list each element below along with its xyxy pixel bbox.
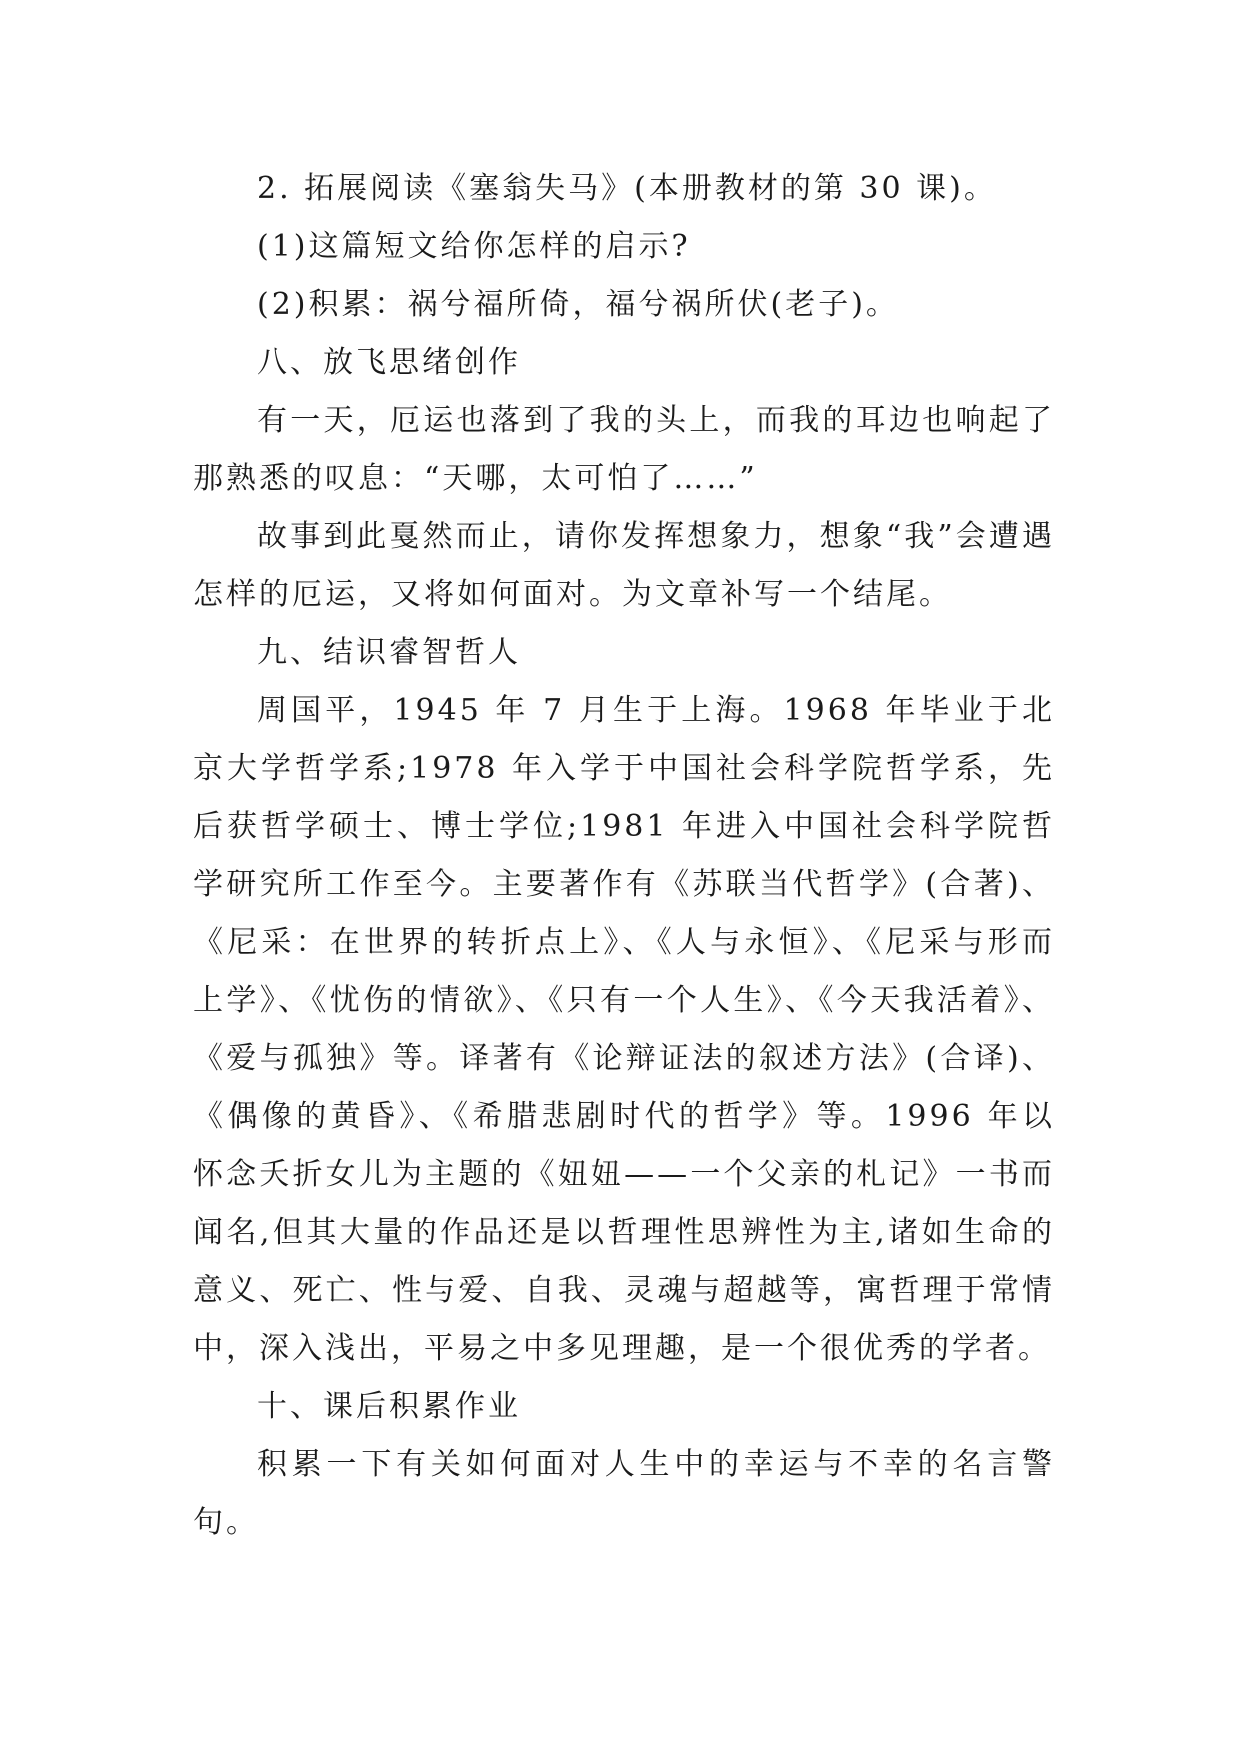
paragraph-reading-task: 2. 拓展阅读《塞翁失马》(本册教材的第 30 课)。 [257, 171, 997, 206]
paragraph-question-1: (1)这篇短文给你怎样的启示? [257, 229, 691, 264]
section-heading-10: 十、课后积累作业 [257, 1389, 521, 1424]
section-heading-9: 九、结识睿智哲人 [257, 635, 521, 670]
paragraph-question-2: (2)积累：祸兮福所倚，福兮祸所伏(老子)。 [257, 287, 899, 322]
section-heading-8: 八、放飞思绪创作 [257, 345, 521, 380]
paragraph-story-prompt: 有一天，厄运也落到了我的头上，而我的耳边也响起了那熟悉的叹息：“天哪，太可怕了……” [193, 403, 1055, 496]
paragraph-author-bio: 周国平，1945 年 7 月生于上海。1968 年毕业于北京大学哲学系;1978 年入学于中国社会科学院哲学系，先后获哲学硕士、博士学位;1981 年进入中国社会科学院哲学研究所工作至今。主要著作有《苏联当代哲学》(合著)、《尼采：在世界的转折点上》、《人与永恒》、《尼采与形而上学》、《忧伤的情欲》、《只有一个人生》、《今天我活着》、《爱与孤独》等。译著有《论辩证法的叙述方法》(合译)、《偶像的黄昏》、《希腊悲剧时代的哲学》等。1996 年以怀念夭折女儿为主题的《妞妞——一个父亲的札记》一书而闻名,但其大量的作品还是以哲理性思辨性为主,诸如生命的意义、死亡、性与爱、自我、灵魂与超越等，寓哲理于常情中，深入浅出，平易之中多见理趣，是一个很优秀的学者。 [193, 693, 1055, 1366]
paragraph-homework: 积累一下有关如何面对人生中的幸运与不幸的名言警句。 [193, 1447, 1055, 1540]
paragraph-writing-task: 故事到此戛然而止，请你发挥想象力，想象“我”会遭遇怎样的厄运，又将如何面对。为文章补写一个结尾。 [193, 519, 1055, 612]
document-body [193, 160, 1055, 1552]
